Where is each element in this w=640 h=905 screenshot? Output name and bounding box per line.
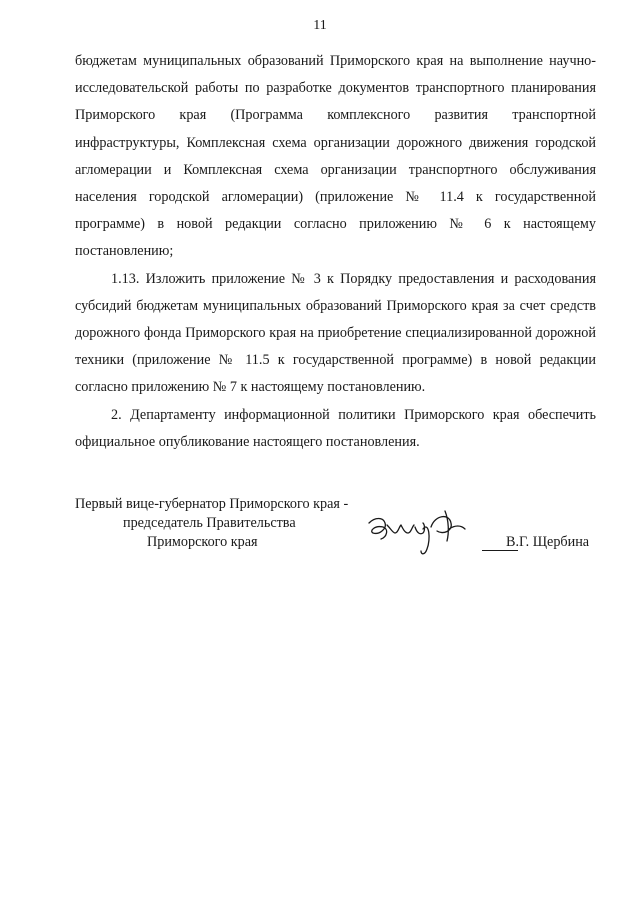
- signatory-title-line-2: председатель Правительства: [123, 515, 296, 531]
- signatory-title-line-3: Приморского края: [147, 534, 258, 550]
- paragraph-continuation: бюджетам муниципальных образований Приморского края на выполнение научно-исследовательской работы по разработке документов транспортного планирования Приморского края (Программа комплексного развития транспортной инфраструктуры, Комплексная схема организации дорожного движения городской агломерации и Комплексная схема организации транспортного обслуживания населения городской агломерации) (приложение № 11.4 к государственной программе) в новой редакции согласно приложению № 6 к настоящему постановлению;: [75, 53, 596, 260]
- document-body: [75, 48, 596, 456]
- paragraph-item-1-13: 1.13. Изложить приложение № 3 к Порядку предоставления и расходования субсидий бюджетам муниципальных образований Приморского края за счет средств дорожного фонда Приморского края на приобретение специализированной дорожной техники (приложение № 11.5 к государственной программе) в новой редакции согласно приложению № 7 к настоящему постановлению.: [75, 270, 596, 396]
- signatory-title-line-1: Первый вице-губернатор Приморского края -: [75, 496, 349, 512]
- handwritten-signature: [365, 503, 485, 563]
- signature-block: [75, 495, 600, 585]
- signatory-name: В.Г. Щербина: [506, 534, 590, 550]
- page-number: 11: [313, 18, 327, 33]
- paragraph-item-2: 2. Департаменту информационной политики Приморского края обеспечить официальное опубликование настоящего постановления.: [75, 406, 596, 450]
